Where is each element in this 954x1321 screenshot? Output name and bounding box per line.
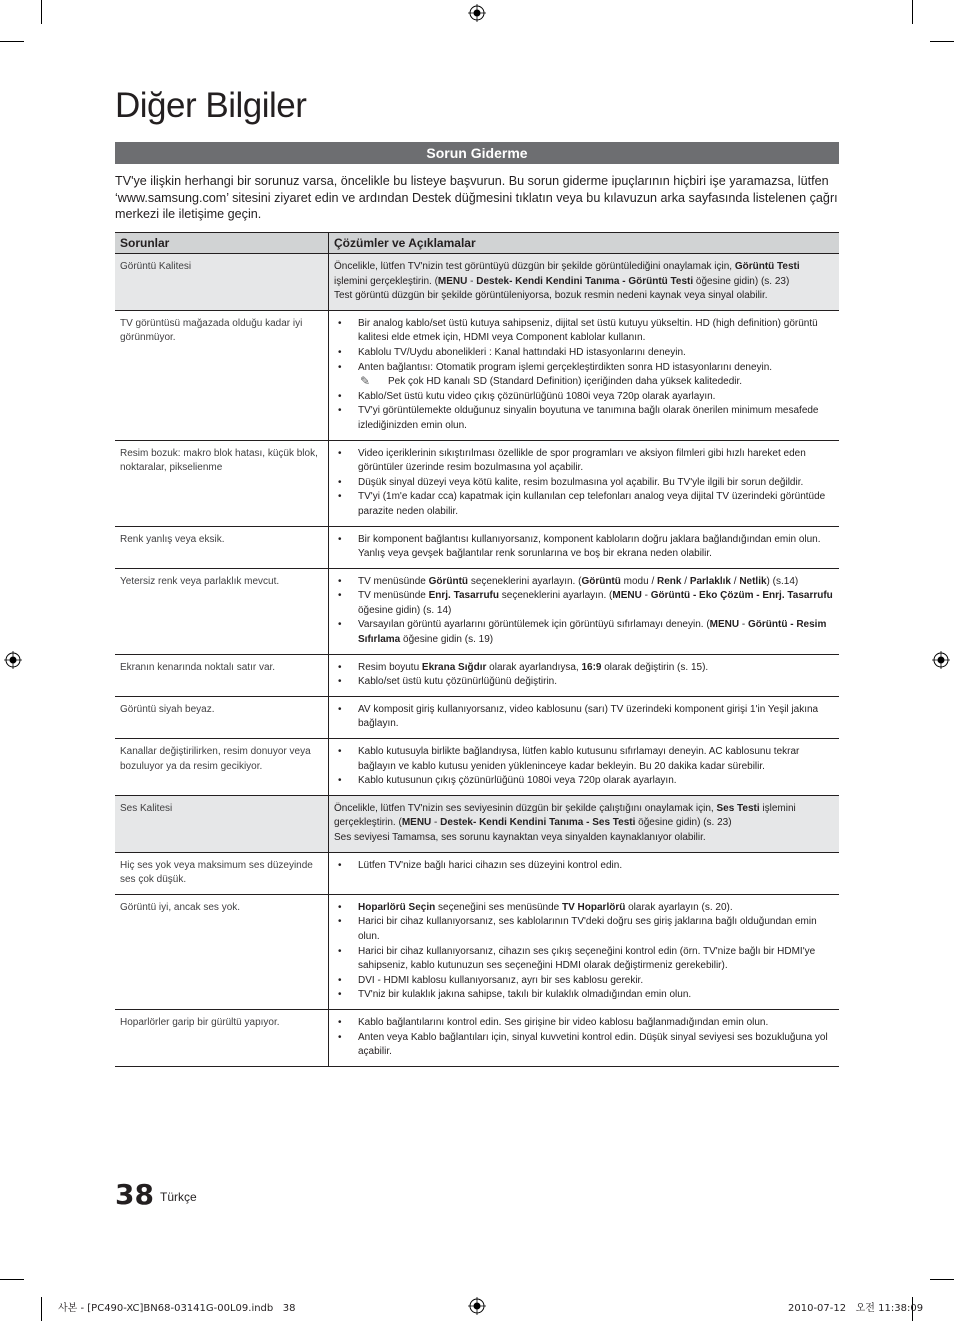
solution-item: • Video içeriklerinin sıkıştırılması özellikle de spor programları ve aksiyon filmleri gibi hızlı hareket eden görüntüler üzerinde resim bozulmasına yol açabilir. (338, 447, 806, 474)
solution-list (334, 745, 834, 789)
bullet-icon: • (338, 619, 342, 631)
solution-cell (329, 526, 840, 568)
solution-list (334, 447, 834, 520)
solution-cell (329, 568, 840, 654)
solution-list (334, 317, 834, 375)
solution-cell: Öncelikle, lütfen TV'nizin ses seviyesinin düzgün bir şekilde çalıştığını onaylamak için, Ses Testi işlemini gerçekleştirin. (MENU - Destek- Kendi Kendini Tanıma - Ses Testi öğesine gidin) (s. 23) Ses seviyesi Tamamsa, ses sorunu kaynaktan veya sinyalden kaynaklanıyor olabilir. (329, 795, 840, 852)
solution-item: • Kablo/Set üstü kutu video çıkış çözünürlüğünü 1080i veya 720p olarak ayarlayın. (334, 390, 834, 405)
solution-list (334, 575, 834, 648)
problem-cell: Hoparlörler garip bir gürültü yapıyor. (115, 1009, 329, 1066)
bullet-icon: • (338, 746, 342, 758)
solution-list (334, 661, 834, 690)
section-title: Sorun Giderme (115, 142, 839, 164)
bullet-icon: • (338, 703, 342, 715)
solution-item: • Kablo bağlantılarını kontrol edin. Ses girişine bir video kablosu bağlanmadığından emin olun. (334, 1016, 834, 1031)
bullet-icon: • (338, 989, 342, 1001)
problem-cell: Görüntü siyah beyaz. (115, 696, 329, 738)
solution-cell (329, 654, 840, 696)
solution-item: • Kablo kutusuyla birlikte bağlandıysa, lütfen kablo kutusunu sıfırlamayı deneyin. AC kablosunu tekrar bağlayın ve kablo kutusu yeniden yükleninceye kadar bekleyin. Bu 20 dakika kadar sürebilir. (338, 746, 800, 772)
solution-cell (329, 440, 840, 526)
solution-item: • Anten bağlantısı: Otomatik program işlemi gerçekleştirdikten sonra HD istasyonlarını deneyin. (334, 361, 834, 376)
table-row (115, 254, 839, 311)
note-text: ✎ Pek çok HD kanalı SD (Standard Definition) içeriğinden daha yüksek kalitededir. (360, 374, 743, 389)
registration-mark-icon (468, 4, 486, 22)
solution-cell (329, 852, 840, 894)
table-body (115, 254, 839, 1067)
page-language: Türkçe (160, 1190, 197, 1204)
page-title: Diğer Bilgiler (115, 86, 307, 125)
bullet-icon: • (338, 361, 342, 373)
problem-cell: Görüntü iyi, ancak ses yok. (115, 894, 329, 1009)
solution-item: • Bir analog kablo/set üstü kutuya sahipseniz, dijital set üstü kutuyu yükseltin. HD (high definition) görüntü kalitesi elde etmek için, HDMI veya Component kablolar kullanın. (338, 317, 818, 344)
bullet-icon: • (338, 390, 342, 402)
column-header-problems: Sorunlar (115, 233, 329, 254)
solution-item: • TV menüsünde Enrj. Tasarrufu seçeneklerini ayarlayın. (MENU - Görüntü - Eko Çözüm - Enrj. Tasarrufu öğesine gidin) (s. 14) (338, 590, 833, 616)
bullet-icon: • (338, 945, 342, 957)
page-number: 38 (115, 1178, 154, 1211)
solution-item: • TV'yi (1m'e kadar cca) kapatmak için kullanılan cep telefonları analog veya dijital TV üzerindeki görüntüde parazite neden olabilir. (338, 491, 826, 517)
solution-item: • Anten veya Kablo bağlantıları için, sinyal kuvvetini kontrol edin. Düşük sinyal seviyesi ses bozukluğuna yol açabilir. (338, 1031, 828, 1058)
crop-mark (0, 1279, 24, 1280)
bullet-icon: • (338, 974, 342, 986)
bullet-icon: • (338, 1031, 342, 1043)
solution-item: • AV komposit giriş kullanıyorsanız, video kablosunu (sarı) TV üzerindeki komponent girişi 1'in Yeşil jakına bağlayın. (338, 703, 819, 730)
solution-item: • TV'yi görüntülemekte olduğunuz sinyalin boyutuna ve tanımına bağlı olarak önerilen minimum mesafede izlediğinizden emin olun. (338, 405, 819, 431)
bullet-icon: • (338, 901, 342, 913)
table-row (115, 795, 839, 852)
print-slug-date: 2010-07-12 오전 11:38:09 (788, 1303, 924, 1314)
solution-item: • Hoparlörü Seçin seçeneğini ses menüsünde TV Hoparlörü olarak ayarlayın (s. 20). (334, 901, 834, 916)
crop-mark (0, 41, 24, 42)
problem-cell: Renk yanlış veya eksik. (115, 526, 329, 568)
bullet-icon: • (338, 346, 342, 358)
solution-cell: Öncelikle, lütfen TV'nizin test görüntüyü düzgün bir şekilde görüntülediğini onaylamak için, Görüntü Testi işlemini gerçekleştirin. (MENU - Destek- Kendi Kendini Tanıma - Görüntü Testi öğesine gidin) (s. 23) Test görüntü düzgün bir şekilde görüntüleniyorsa, bozuk resmin nedeni kaynak veya sinyal olabilir. (329, 254, 840, 311)
solution-item: • Lütfen TV'nize bağlı harici cihazın ses düzeyini kontrol edin. (334, 859, 834, 874)
crop-mark (930, 41, 954, 42)
problem-cell: Kanallar değiştirilirken, resim donuyor veya bozuluyor ya da resim gecikiyor. (115, 739, 329, 796)
solution-cell (329, 696, 840, 738)
solution-item: • Harici bir cihaz kullanıyorsanız, ses kablolarının TV'deki doğru ses giriş jaklarına bağlı olduğundan emin olun. (338, 916, 817, 942)
problem-cell: Hiç ses yok veya maksimum ses düzeyinde ses çok düşük. (115, 852, 329, 894)
crop-mark (930, 1279, 954, 1280)
solution-item: • Resim boyutu Ekrana Sığdır olarak ayarlandıysa, 16:9 olarak değiştirin (s. 15). (334, 661, 834, 676)
solution-item: • Bir komponent bağlantısı kullanıyorsanız, komponent kabloların doğru jaklara bağlandığından emin olun. Yanlış veya gevşek bağlantılar renk sorunlarına ve boş bir ekrana neden olabilir. (338, 533, 821, 560)
table-row (115, 696, 839, 738)
crop-mark (912, 0, 913, 24)
problem-cell: Yetersiz renk veya parlaklık mevcut. (115, 568, 329, 654)
solution-item: • Kablo/set üstü kutu çözünürlüğünü değiştirin. (334, 675, 834, 690)
bullet-icon: • (338, 405, 342, 417)
solution-item: • Harici bir cihaz kullanıyorsanız, cihazın ses çıkış seçeneğini kontrol edin (örn. TV'nize bağlı bir HDMI'ye sahipseniz, kablo kutunuzun ses seçeneğini HDMI olarak değiştirmeniz gerekebilir). (338, 945, 816, 972)
problem-cell: Resim bozuk: makro blok hatası, küçük blok, noktaralar, pikselienme (115, 440, 329, 526)
problem-cell: Ses Kalitesi (115, 795, 329, 852)
table-header-row (115, 233, 839, 254)
bullet-icon: • (338, 1016, 342, 1028)
problem-cell: Görüntü Kalitesi (115, 254, 329, 311)
solution-list (334, 859, 834, 874)
bullet-icon: • (338, 661, 342, 673)
bullet-icon: • (338, 916, 342, 928)
note-pencil-icon: ✎ (360, 374, 371, 389)
registration-mark-icon (4, 651, 22, 669)
table-row (115, 1009, 839, 1066)
bullet-icon: • (338, 575, 342, 587)
table-row (115, 654, 839, 696)
solution-item: • DVI - HDMI kablosu kullanıyorsanız, ayrı bir ses kablosu gerekir. (334, 974, 834, 989)
bullet-icon: • (338, 491, 342, 503)
troubleshooting-table (115, 232, 839, 1067)
solution-item: • Düşük sinyal düzeyi veya kötü kalite, resim bozulmasına yol açabilir. Bu TV'yle ilgili bir sorun değildir. (334, 476, 834, 491)
table-row (115, 894, 839, 1009)
table-row (115, 526, 839, 568)
solution-item: • TV'niz bir kulaklık jakına sahipse, takılı bir kulaklık olmadığından emin olun. (334, 988, 834, 1003)
bullet-icon: • (338, 859, 342, 871)
solution-list (334, 703, 834, 732)
bullet-icon: • (338, 447, 342, 459)
crop-mark (41, 0, 42, 24)
solution-list (334, 1016, 834, 1060)
bullet-icon: • (338, 476, 342, 488)
solution-cell (329, 310, 840, 440)
table-row (115, 440, 839, 526)
bullet-icon: • (338, 676, 342, 688)
problem-cell: Ekranın kenarında noktalı satır var. (115, 654, 329, 696)
table-row (115, 739, 839, 796)
solution-cell (329, 739, 840, 796)
solution-item: • TV menüsünde Görüntü seçeneklerini ayarlayın. (Görüntü modu / Renk / Parlaklık / Netlik) (s.14) (334, 575, 834, 590)
solution-list (334, 901, 834, 1003)
crop-mark (41, 1297, 42, 1321)
intro-paragraph: TV'ye ilişkin herhangi bir sorunuz varsa, öncelikle bu listeye başvurun. Bu sorun giderme ipuçlarının hiçbiri işe yaramazsa, lütfen ‘www.samsung.com’ sitesini ziyaret edin ve ardından Destek düğmesini tıklatın veya bu kılavuzun arka sayfasında listelenen çağrı merkezi ile iletişime geçin. (115, 174, 838, 221)
solution-cell (329, 1009, 840, 1066)
registration-mark-icon (468, 1297, 486, 1315)
bullet-icon: • (338, 317, 342, 329)
table-row (115, 852, 839, 894)
solution-list (334, 390, 834, 434)
solution-cell (329, 894, 840, 1009)
print-slug-file: 사본 - [PC490-XC]BN68-03141G-00L09.indb 38 (58, 1303, 296, 1314)
solution-item: • Varsayılan görüntü ayarlarını görüntülemek için görüntüyü sıfırlamayı deneyin. (MENU - Görüntü - Resim Sıfırlama öğesine gidin (s. 19) (338, 619, 827, 646)
solution-list (334, 533, 834, 562)
table-row (115, 568, 839, 654)
solution-item: • Kablo kutusunun çıkış çözünürlüğünü 1080i veya 720p olarak ayarlayın. (334, 774, 834, 789)
problem-cell: TV görüntüsü mağazada olduğu kadar iyi görünmüyor. (115, 310, 329, 440)
solution-item: • Kablolu TV/Uydu abonelikleri : Kanal hattındaki HD istasyonlarını deneyin. (334, 346, 834, 361)
bullet-icon: • (338, 590, 342, 602)
bullet-icon: • (338, 775, 342, 787)
bullet-icon: • (338, 533, 342, 545)
table-row (115, 310, 839, 440)
registration-mark-icon (932, 651, 950, 669)
column-header-solutions: Çözümler ve Açıklamalar (329, 233, 840, 254)
